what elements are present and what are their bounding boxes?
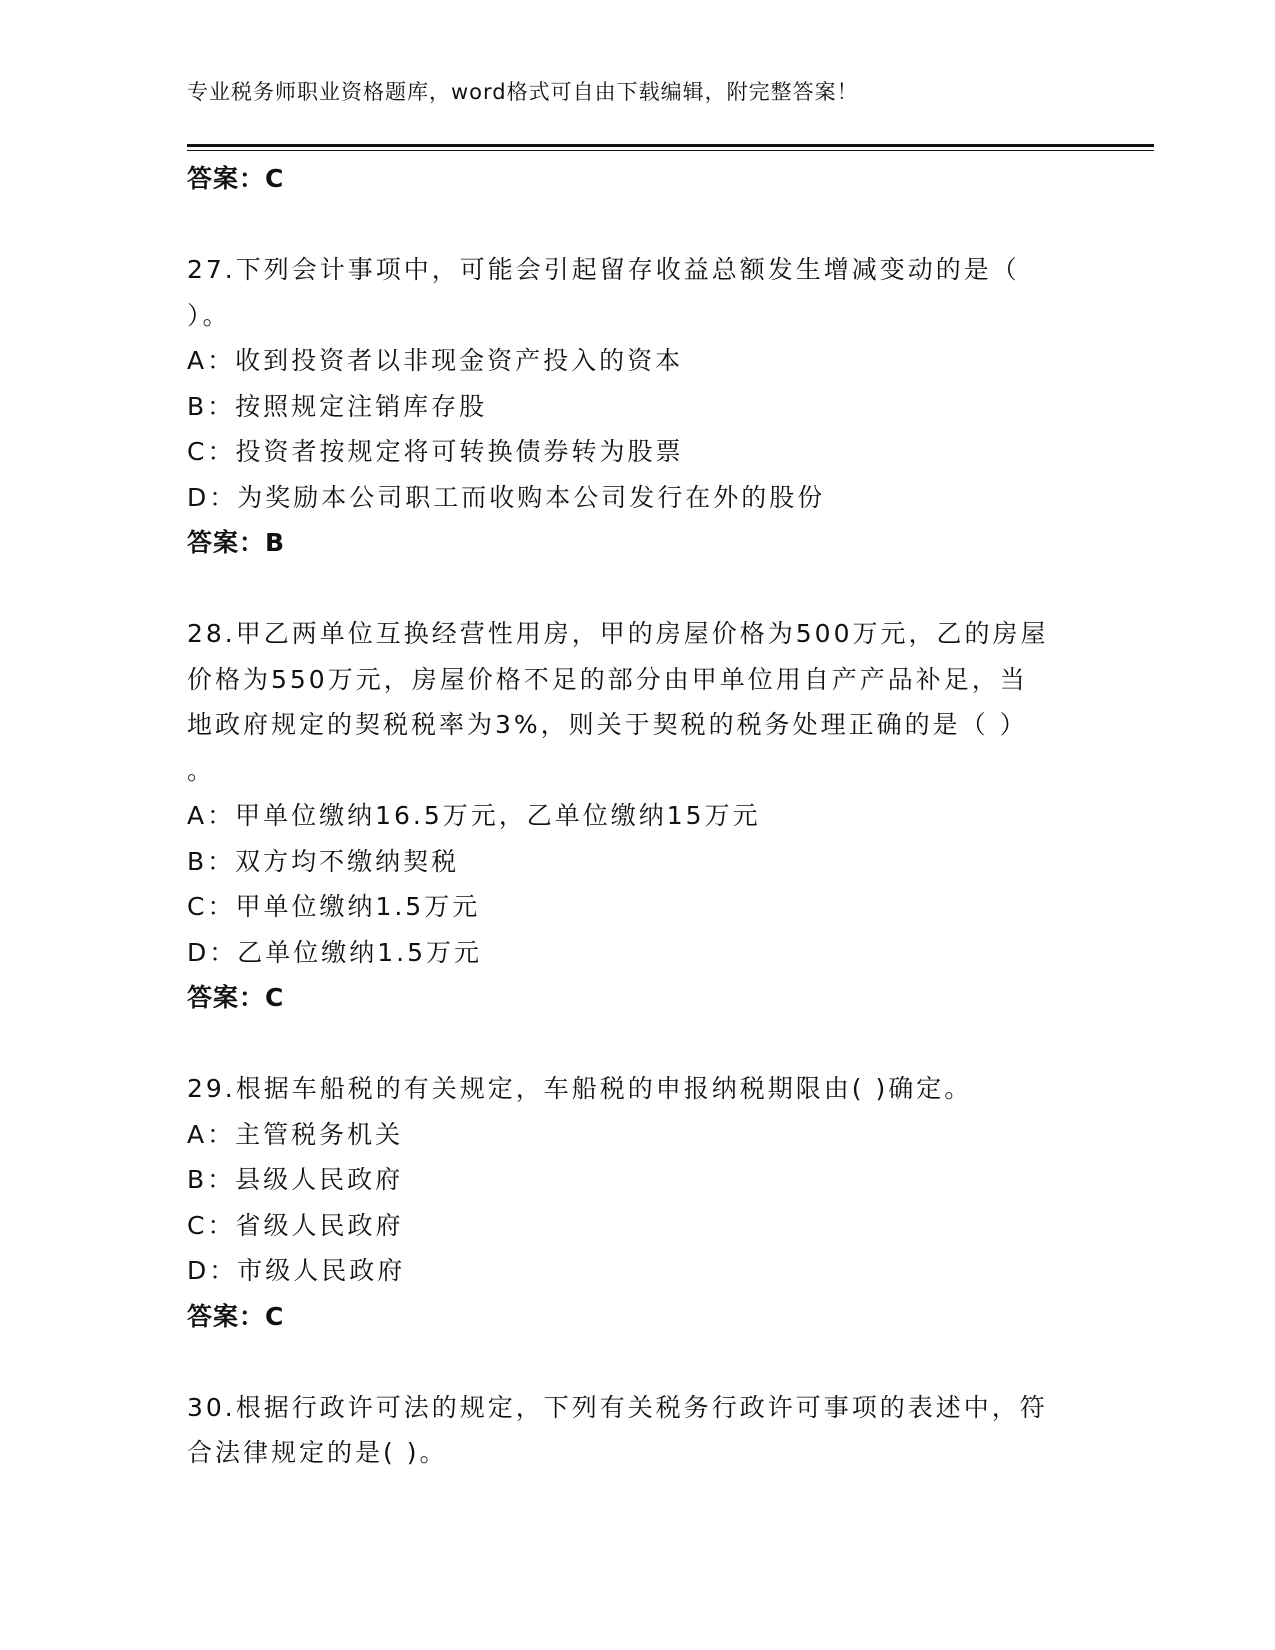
- option-b: B：县级人民政府: [187, 1165, 404, 1194]
- option-d: D：为奖励本公司职工而收购本公司发行在外的股份: [187, 482, 826, 512]
- answer-line: 答案：C: [187, 983, 285, 1012]
- header-rule-thick: [187, 144, 1154, 147]
- question-stem: 27.下列会计事项中，可能会引起留存收益总额发生增减变动的是（: [187, 255, 1020, 284]
- answer-line: 答案：C: [187, 1301, 285, 1331]
- option-a: A：收到投资者以非现金资产投入的资本: [187, 346, 684, 375]
- option-c: C：省级人民政府: [187, 1210, 404, 1240]
- question-29: [187, 1066, 1087, 1339]
- spacer: [187, 1339, 1087, 1385]
- header-rule-thin: [187, 150, 1154, 151]
- spacer: [187, 202, 1087, 248]
- page-header: 专业税务师职业资格题库，word格式可自由下载编辑，附完整答案！: [187, 80, 859, 104]
- question-stem: 30.根据行政许可法的规定，下列有关税务行政许可事项的表述中，符: [187, 1392, 1048, 1422]
- question-stem: 28.甲乙两单位互换经营性用房，甲的房屋价格为500万元，乙的房屋: [187, 619, 1049, 648]
- question-stem: 29.根据车船税的有关规定，车船税的申报纳税期限由( )确定。: [187, 1074, 973, 1103]
- option-a: A：主管税务机关: [187, 1119, 404, 1149]
- question-stem: ）。: [187, 300, 231, 330]
- question-stem: 。: [187, 755, 216, 785]
- option-d: D：市级人民政府: [187, 1256, 406, 1285]
- question-30: [187, 1385, 1087, 1476]
- question-28: [187, 611, 1087, 1021]
- question-stem: 价格为550万元，房屋价格不足的部分由甲单位用自产产品补足，当: [187, 664, 1028, 694]
- question-stem: 合法律规定的是( )。: [187, 1438, 448, 1467]
- question-27: [187, 247, 1087, 566]
- option-c: C：甲单位缴纳1.5万元: [187, 892, 481, 921]
- option-d: D：乙单位缴纳1.5万元: [187, 937, 483, 967]
- spacer: [187, 566, 1087, 612]
- spacer: [187, 1021, 1087, 1067]
- option-a: A：甲单位缴纳16.5万元，乙单位缴纳15万元: [187, 801, 761, 830]
- answer-line: 答案：C: [187, 164, 285, 193]
- option-b: B：按照规定注销库存股: [187, 391, 488, 421]
- option-b: B：双方均不缴纳契税: [187, 846, 460, 876]
- answer-line: 答案：B: [187, 528, 286, 557]
- option-c: C：投资者按规定将可转换债券转为股票: [187, 437, 684, 466]
- question-stem: 地政府规定的契税税率为3%，则关于契税的税务处理正确的是（ ）: [187, 710, 1028, 739]
- question-list: [187, 156, 1087, 1476]
